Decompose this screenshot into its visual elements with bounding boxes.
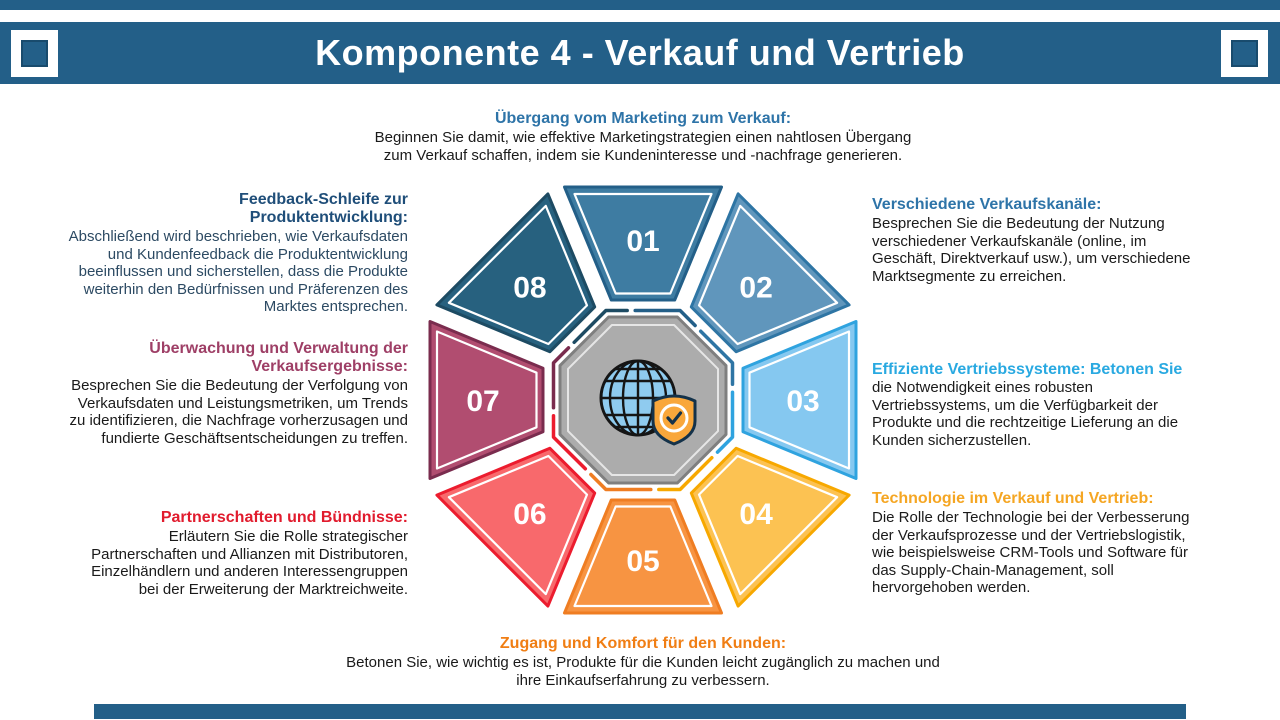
top-accent-bar bbox=[0, 0, 1280, 10]
block-heading: Effiziente Vertriebssysteme: Betonen Sie bbox=[872, 361, 1183, 378]
block-body: Abschließend wird beschrieben, wie Verkaufsdaten und Kundenfeedback die Produktentwicklung beeinflussen und sicherstellen, dass die Produkte weiterhin den Bedürfnissen und Präferenzen des Marktes entsprechen. bbox=[68, 228, 408, 315]
page-title: Komponente 4 - Verkauf und Vertrieb bbox=[315, 32, 965, 73]
block-body: Die Rolle der Technologie bei der Verbesserung der Verkaufsprozesse und der Vertriebslogistik, wie beispielsweise CRM-Tools und Software für das Supply-Chain-Management, soll hervorgehoben werden. bbox=[872, 509, 1190, 596]
petal-01-label: 01 bbox=[626, 224, 660, 258]
block-sales-monitoring bbox=[63, 340, 408, 447]
block-body: die Notwendigkeit eines robusten Vertriebssystems, um die Verfügbarkeit der Produkte und die rechtzeitige Lieferung an die Kunden sicherzustellen. bbox=[872, 379, 1179, 449]
block-partnerships bbox=[73, 509, 408, 598]
header-bar bbox=[0, 22, 1280, 84]
block-technology bbox=[872, 490, 1204, 597]
block-body: Besprechen Sie die Bedeutung der Verfolgung von Verkaufsdaten und Leistungsmetriken, um Trends zu identifizieren, die Nachfrage vorherzusagen und fundierte Geschäftsentscheidungen zu treffen. bbox=[69, 377, 408, 447]
square-outline-icon bbox=[1221, 30, 1268, 77]
block-heading: Verschiedene Verkaufskanäle: bbox=[872, 196, 1102, 213]
block-heading: Feedback-Schleife zur Produktentwicklung: bbox=[239, 191, 408, 226]
petal-04-label: 04 bbox=[739, 497, 773, 531]
block-sales-channels bbox=[872, 196, 1204, 285]
petal-06-label: 06 bbox=[513, 497, 547, 531]
block-body: Betonen Sie, wie wichtig es ist, Produkte für die Kunden leicht zugänglich zu machen und ihre Einkaufserfahrung zu verbessern. bbox=[346, 654, 940, 689]
petal-08-label: 08 bbox=[513, 271, 547, 305]
block-body: Erläutern Sie die Rolle strategischer Partnerschaften und Allianzen mit Distributoren, Einzelhändlern und anderen Interessengruppen bei der Erweiterung der Marktreichweite. bbox=[91, 528, 408, 598]
petal-03-label: 03 bbox=[786, 384, 820, 418]
block-transition-marketing bbox=[373, 110, 913, 164]
block-heading: Partnerschaften und Bündnisse: bbox=[160, 509, 408, 526]
block-customer-access bbox=[343, 635, 943, 689]
block-heading: Zugang und Komfort für den Kunden: bbox=[499, 635, 787, 652]
block-heading: Technologie im Verkauf und Vertrieb: bbox=[872, 490, 1154, 507]
block-distribution-systems bbox=[872, 361, 1204, 449]
petal-02-label: 02 bbox=[739, 271, 773, 305]
bottom-accent-bar bbox=[94, 704, 1186, 719]
petal-07-label: 07 bbox=[466, 384, 500, 418]
square-outline-icon bbox=[11, 30, 58, 77]
block-heading: Überwachung und Verwaltung der Verkaufsergebnisse: bbox=[149, 340, 408, 375]
block-body: Beginnen Sie damit, wie effektive Marketingstrategien einen nahtlosen Übergang zum Verkauf schaffen, indem sie Kundeninteresse und -nachfrage generieren. bbox=[374, 129, 912, 164]
block-heading: Übergang vom Marketing zum Verkauf: bbox=[494, 110, 792, 127]
octagon-wheel-diagram bbox=[413, 170, 873, 630]
block-feedback-loop bbox=[63, 191, 408, 316]
petal-05-label: 05 bbox=[626, 544, 660, 578]
block-body: Besprechen Sie die Bedeutung der Nutzung verschiedener Verkaufskanäle (online, im Geschäft, Direktverkauf usw.), um verschiedene Marktsegmente zu erreichen. bbox=[872, 215, 1191, 285]
shield-check-circle bbox=[661, 405, 687, 431]
